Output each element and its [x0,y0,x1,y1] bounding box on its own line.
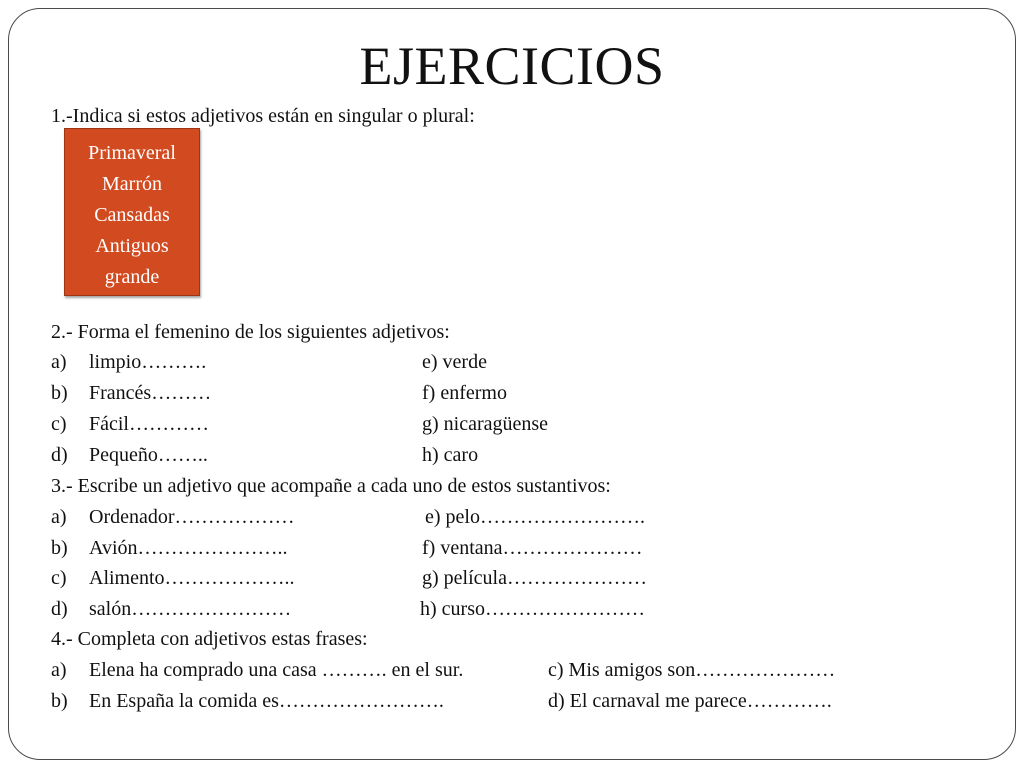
list-item-text: salón…………………… [89,598,292,620]
list-item-text: Elena ha comprado una casa ………. en el sur. [89,659,464,681]
exercise-1-heading: 1.-Indica si estos adjetivos están en singular o plural: [51,105,475,127]
list-item-letter: d) [51,598,68,620]
page-title: EJERCICIOS [359,36,665,96]
list-item-right: h) caro [422,444,479,466]
list-item-letter: a) [51,506,67,528]
list-item-right: e) verde [422,351,487,373]
list-item-text: En España la comida es……………………. [89,690,444,712]
adjective-word: Marrón [102,173,162,195]
list-item-letter: b) [51,382,68,404]
list-item-letter: c) [51,413,67,435]
list-item-right: g) película………………… [422,567,647,589]
list-item-letter: c) [51,567,67,589]
exercise-2-heading: 2.- Forma el femenino de los siguientes adjetivos: [51,321,450,343]
list-item-letter: d) [51,444,68,466]
list-item-letter: a) [51,659,67,681]
list-item-text: Ordenador……………… [89,506,295,528]
exercise-4-heading: 4.- Completa con adjetivos estas frases: [51,628,368,650]
adjective-word: Antiguos [95,235,169,257]
list-item-right: f) ventana………………… [422,537,643,559]
list-item-right: g) nicaragüense [422,413,549,435]
adjectives-box [64,128,200,296]
list-item-text: Pequeño…….. [89,444,208,466]
adjective-word: grande [104,266,160,288]
list-item-letter: a) [51,351,67,373]
exercise-3-heading: 3.- Escribe un adjetivo que acompañe a cada uno de estos sustantivos: [51,475,611,497]
list-item-letter: b) [51,537,68,559]
list-item-text: limpio………. [89,351,207,373]
list-item-right: d) El carnaval me parece…………. [548,690,832,712]
list-item-right: e) pelo……………………. [425,506,645,528]
list-item-right: f) enfermo [422,382,507,404]
adjective-word: Cansadas [94,204,170,226]
list-item-right: h) curso…………………… [420,598,645,620]
list-item-text: Alimento……………….. [89,567,295,589]
list-item-text: Fácil………… [89,413,209,435]
list-item-text: Francés……… [89,382,212,404]
list-item-right: c) Mis amigos son………………… [548,659,836,681]
adjective-word: Primaveral [88,142,176,164]
list-item-text: Avión………………….. [89,537,288,559]
list-item-letter: b) [51,690,68,712]
